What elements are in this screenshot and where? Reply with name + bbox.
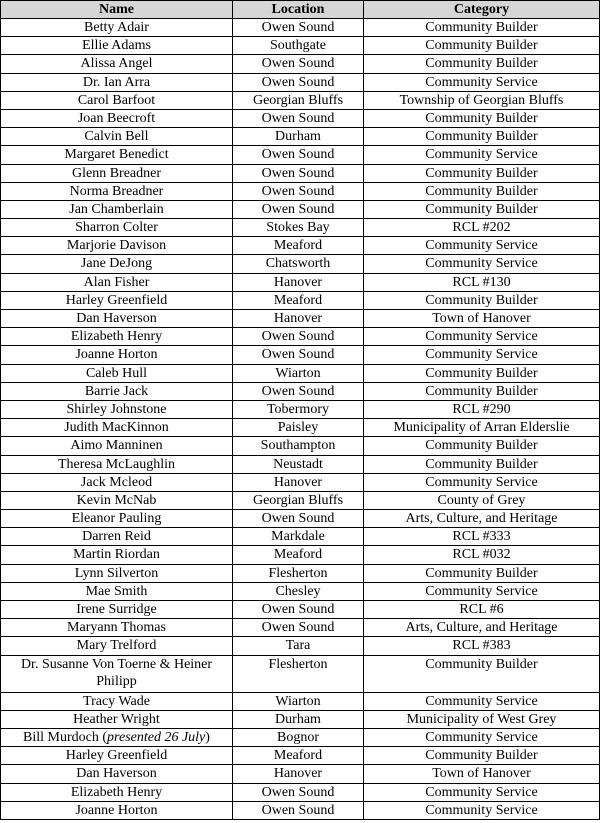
cell-name: Tracy Wade — [1, 692, 233, 710]
table-row — [1, 473, 600, 491]
cell-location: Owen Sound — [233, 510, 364, 528]
cell-name-text: Bill Murdoch ( — [23, 729, 108, 745]
cell-location: Owen Sound — [233, 182, 364, 200]
table-row — [1, 546, 600, 564]
cell-category: Community Service — [364, 255, 600, 273]
cell-name: Harley Greenfield — [1, 747, 233, 765]
table-row — [1, 637, 600, 655]
cell-location: Owen Sound — [233, 200, 364, 218]
cell-location: Georgian Bluffs — [233, 491, 364, 509]
cell-name: Darren Reid — [1, 528, 233, 546]
cell-location: Markdale — [233, 528, 364, 546]
cell-location: Wiarton — [233, 364, 364, 382]
table-row — [1, 146, 600, 164]
cell-location: Owen Sound — [233, 783, 364, 801]
cell-category: RCL #290 — [364, 400, 600, 418]
cell-location: Hanover — [233, 765, 364, 783]
cell-category: RCL #202 — [364, 219, 600, 237]
cell-location: Tara — [233, 637, 364, 655]
cell-category: Community Builder — [364, 164, 600, 182]
table-row — [1, 164, 600, 182]
cell-name: Joanne Horton — [1, 346, 233, 364]
cell-location: Meaford — [233, 747, 364, 765]
cell-location: Flesherton — [233, 655, 364, 692]
cell-name — [1, 728, 233, 746]
cell-name: Jan Chamberlain — [1, 200, 233, 218]
cell-category: Community Service — [364, 473, 600, 491]
cell-location: Wiarton — [233, 692, 364, 710]
cell-location: Chesley — [233, 582, 364, 600]
cell-name: Elizabeth Henry — [1, 783, 233, 801]
cell-location: Hanover — [233, 310, 364, 328]
table-row — [1, 73, 600, 91]
cell-name: Irene Surridge — [1, 601, 233, 619]
cell-name: Dr. Susanne Von Toerne & Heiner Philipp — [1, 655, 233, 692]
cell-location: Meaford — [233, 291, 364, 309]
table-row — [1, 328, 600, 346]
cell-location: Meaford — [233, 237, 364, 255]
table-row — [1, 528, 600, 546]
table-row — [1, 400, 600, 418]
header-location: Location — [233, 1, 364, 19]
cell-name: Theresa McLaughlin — [1, 455, 233, 473]
cell-category: Community Builder — [364, 455, 600, 473]
cell-name: Eleanor Pauling — [1, 510, 233, 528]
cell-location: Neustadt — [233, 455, 364, 473]
cell-name: Dr. Ian Arra — [1, 73, 233, 91]
cell-location: Stokes Bay — [233, 219, 364, 237]
cell-category: Community Service — [364, 346, 600, 364]
cell-name: Margaret Benedict — [1, 146, 233, 164]
cell-name: Calvin Bell — [1, 128, 233, 146]
cell-location: Owen Sound — [233, 19, 364, 37]
table-row — [1, 291, 600, 309]
cell-name: Marjorie Davison — [1, 237, 233, 255]
cell-category: Community Builder — [364, 564, 600, 582]
table-body — [1, 19, 600, 820]
cell-name: Betty Adair — [1, 19, 233, 37]
cell-location: Owen Sound — [233, 109, 364, 127]
cell-name: Alan Fisher — [1, 273, 233, 291]
cell-category: Township of Georgian Bluffs — [364, 91, 600, 109]
cell-location: Owen Sound — [233, 619, 364, 637]
cell-name: Caleb Hull — [1, 364, 233, 382]
cell-category: Arts, Culture, and Heritage — [364, 510, 600, 528]
cell-category: RCL #032 — [364, 546, 600, 564]
cell-category: Municipality of West Grey — [364, 710, 600, 728]
table-row — [1, 419, 600, 437]
cell-category: County of Grey — [364, 491, 600, 509]
cell-category: Community Builder — [364, 437, 600, 455]
cell-name: Norma Breadner — [1, 182, 233, 200]
cell-location: Paisley — [233, 419, 364, 437]
cell-category: Community Service — [364, 328, 600, 346]
cell-name: Ellie Adams — [1, 37, 233, 55]
cell-name: Lynn Silverton — [1, 564, 233, 582]
table-row — [1, 310, 600, 328]
cell-location: Flesherton — [233, 564, 364, 582]
cell-location: Owen Sound — [233, 601, 364, 619]
table-row — [1, 655, 600, 692]
table-row — [1, 437, 600, 455]
cell-category: Community Service — [364, 146, 600, 164]
header-category: Category — [364, 1, 600, 19]
cell-name: Jane DeJong — [1, 255, 233, 273]
table-row — [1, 692, 600, 710]
table-row — [1, 728, 600, 746]
cell-name: Heather Wright — [1, 710, 233, 728]
table-row — [1, 382, 600, 400]
cell-category: Community Builder — [364, 128, 600, 146]
table-row — [1, 255, 600, 273]
cell-name: Dan Haverson — [1, 310, 233, 328]
cell-category: Community Builder — [364, 109, 600, 127]
cell-name: Martin Riordan — [1, 546, 233, 564]
cell-location: Durham — [233, 128, 364, 146]
cell-name: Judith MacKinnon — [1, 419, 233, 437]
cell-name: Dan Haverson — [1, 765, 233, 783]
cell-name-note: presented 26 July — [107, 729, 206, 745]
table-row — [1, 765, 600, 783]
cell-location: Owen Sound — [233, 164, 364, 182]
cell-category: RCL #383 — [364, 637, 600, 655]
cell-category: Community Service — [364, 728, 600, 746]
cell-category: Town of Hanover — [364, 310, 600, 328]
cell-location: Bognor — [233, 728, 364, 746]
cell-category: Community Builder — [364, 19, 600, 37]
table-row — [1, 619, 600, 637]
cell-location: Southgate — [233, 37, 364, 55]
table-row — [1, 601, 600, 619]
table-row — [1, 710, 600, 728]
cell-name: Harley Greenfield — [1, 291, 233, 309]
cell-location: Owen Sound — [233, 801, 364, 819]
cell-name: Sharron Colter — [1, 219, 233, 237]
cell-location: Georgian Bluffs — [233, 91, 364, 109]
cell-category: Community Builder — [364, 364, 600, 382]
cell-location: Durham — [233, 710, 364, 728]
cell-category: Community Service — [364, 801, 600, 819]
table-row — [1, 364, 600, 382]
cell-category: Community Service — [364, 582, 600, 600]
cell-category: Community Builder — [364, 291, 600, 309]
cell-location: Owen Sound — [233, 55, 364, 73]
cell-category: Community Service — [364, 692, 600, 710]
table-row — [1, 37, 600, 55]
cell-name: Carol Barfoot — [1, 91, 233, 109]
table-row — [1, 491, 600, 509]
cell-category: Community Builder — [364, 655, 600, 692]
cell-location: Southampton — [233, 437, 364, 455]
table-row — [1, 237, 600, 255]
cell-location: Owen Sound — [233, 73, 364, 91]
cell-name: Kevin McNab — [1, 491, 233, 509]
cell-name-suffix: ) — [205, 729, 210, 745]
cell-location: Owen Sound — [233, 146, 364, 164]
cell-name: Joan Beecroft — [1, 109, 233, 127]
cell-category: Municipality of Arran Elderslie — [364, 419, 600, 437]
table-row — [1, 182, 600, 200]
cell-category: Community Builder — [364, 37, 600, 55]
cell-location: Hanover — [233, 473, 364, 491]
cell-name: Shirley Johnstone — [1, 400, 233, 418]
cell-location: Meaford — [233, 546, 364, 564]
table-row — [1, 128, 600, 146]
cell-location: Tobermory — [233, 400, 364, 418]
cell-category: Town of Hanover — [364, 765, 600, 783]
table-row — [1, 200, 600, 218]
header-name: Name — [1, 1, 233, 19]
cell-name: Mae Smith — [1, 582, 233, 600]
cell-category: Community Builder — [364, 382, 600, 400]
cell-category: Community Service — [364, 237, 600, 255]
cell-location: Owen Sound — [233, 382, 364, 400]
cell-category: Community Builder — [364, 200, 600, 218]
table-row — [1, 510, 600, 528]
table-row — [1, 219, 600, 237]
cell-name: Mary Trelford — [1, 637, 233, 655]
cell-category: RCL #333 — [364, 528, 600, 546]
table-header-row — [1, 1, 600, 19]
table-row — [1, 801, 600, 819]
table-row — [1, 91, 600, 109]
cell-category: Community Service — [364, 73, 600, 91]
cell-location: Chatsworth — [233, 255, 364, 273]
cell-name: Jack Mcleod — [1, 473, 233, 491]
cell-location: Owen Sound — [233, 346, 364, 364]
cell-name: Aimo Manninen — [1, 437, 233, 455]
cell-category: Community Builder — [364, 747, 600, 765]
cell-name: Elizabeth Henry — [1, 328, 233, 346]
cell-category: RCL #130 — [364, 273, 600, 291]
table-row — [1, 55, 600, 73]
table-row — [1, 582, 600, 600]
table-row — [1, 455, 600, 473]
cell-location: Hanover — [233, 273, 364, 291]
table-row — [1, 747, 600, 765]
table-row — [1, 109, 600, 127]
cell-name: Barrie Jack — [1, 382, 233, 400]
cell-category: RCL #6 — [364, 601, 600, 619]
table-row — [1, 346, 600, 364]
cell-name: Joanne Horton — [1, 801, 233, 819]
table-row — [1, 783, 600, 801]
table-row — [1, 273, 600, 291]
cell-category: Community Builder — [364, 182, 600, 200]
cell-category: Community Service — [364, 783, 600, 801]
table-row — [1, 564, 600, 582]
table-row — [1, 19, 600, 37]
cell-category: Community Builder — [364, 55, 600, 73]
cell-name: Alissa Angel — [1, 55, 233, 73]
cell-location: Owen Sound — [233, 328, 364, 346]
cell-category: Arts, Culture, and Heritage — [364, 619, 600, 637]
cell-name: Glenn Breadner — [1, 164, 233, 182]
cell-name: Maryann Thomas — [1, 619, 233, 637]
